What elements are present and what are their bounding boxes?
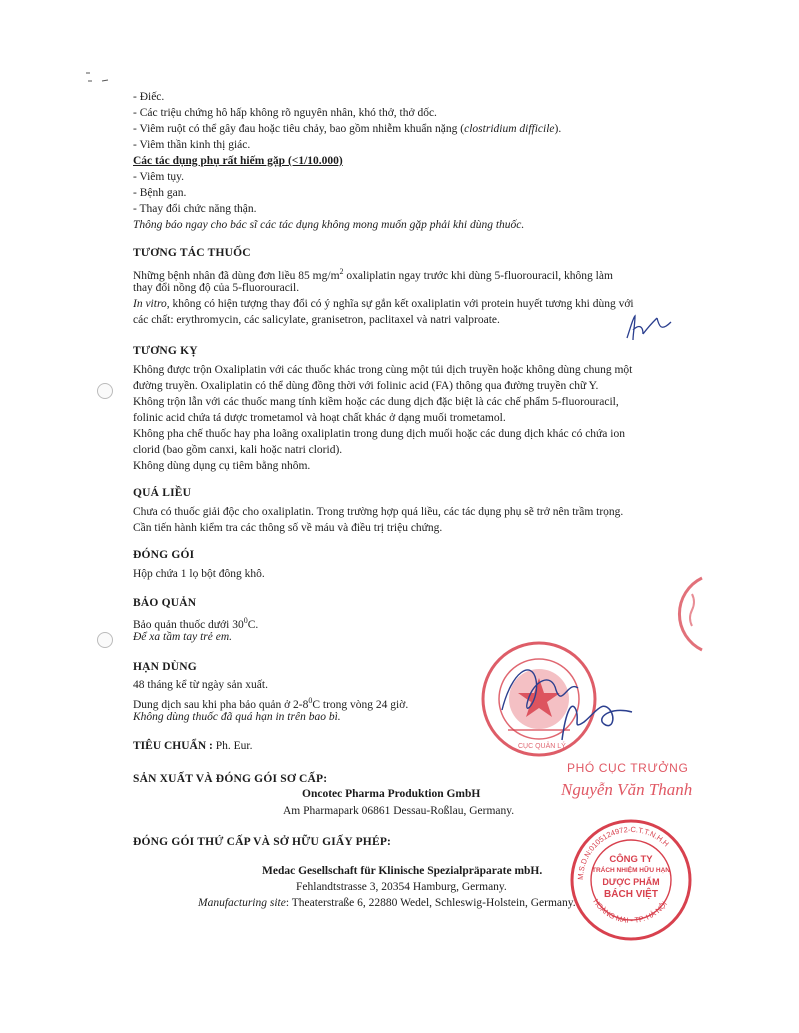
paragraph-line: Không trộn lẫn với các thuốc mang tính kiềm hoặc các dung dịch đặc biệt là các chế phẩm 5-fluorouracil, [133, 396, 619, 408]
secondary-company-name: Medac Gesellschaft für Klinische Spezialpräparate mbH. [262, 865, 543, 877]
seal-bottom-text: HOÀNG MAI - TP. HÀ NỘI [591, 897, 669, 925]
list-item: - Viêm thần kinh thị giác. [133, 139, 251, 151]
paragraph-line: Không pha chế thuốc hay pha loãng oxaliplatin trong dung dịch muối hoặc các dung dịch khác có chứa ion [133, 428, 625, 440]
punch-hole [97, 383, 113, 399]
secondary-address: Fehlandtstrasse 3, 20354 Hamburg, Germany. [296, 881, 507, 893]
manufacturing-site: Manufacturing site: Theaterstraße 6, 22880 Wedel, Schleswig-Holstein, Germany. [198, 897, 576, 909]
standard-line: TIÊU CHUẨN : Ph. Eur. [133, 740, 253, 752]
paragraph-line: thay đổi nồng độ của 5-fluorouracil. [133, 282, 300, 294]
paragraph-line: Cần tiến hành kiểm tra các thông số về máu và điều trị triệu chứng. [133, 522, 443, 534]
list-item: - Bệnh gan. [133, 187, 187, 199]
list-item: - Viêm tụy. [133, 171, 185, 183]
paragraph-line: Không dùng dụng cụ tiêm bằng nhôm. [133, 460, 311, 472]
seal-ring-text: M.S.D.N:0105124972-C.T.T.N.H.H [575, 824, 671, 881]
official-title: PHÓ CỤC TRƯỞNG [567, 761, 689, 775]
paragraph-line: Những bệnh nhân đã dùng đơn liều 85 $mg/m^2$ oxaliplatin ngay trước khi dùng 5-fluorouracil, không làm [133, 267, 613, 282]
paragraph-line: In vitro, không có hiện tượng thay đổi có ý nghĩa sự gắn kết oxaliplatin với protein huyết tương khi dùng với [133, 298, 634, 310]
packaging-heading: ĐÓNG GÓI [133, 549, 195, 561]
manufacturer-name: Oncotec Pharma Produktion GmbH [302, 788, 481, 800]
manufacturer-address: Am Pharmapark 06861 Dessau-Roßlau, Germany. [283, 805, 515, 817]
overdose-heading: QUÁ LIỀU [133, 487, 192, 499]
incompatibilities-heading: TƯƠNG KỴ [133, 345, 198, 357]
interactions-heading: TƯƠNG TÁC THUỐC [133, 247, 251, 259]
secondary-heading: ĐÓNG GÓI THỨ CẤP VÀ SỞ HỮU GIẤY PHÉP: [133, 836, 392, 848]
storage-heading: BẢO QUẢN [133, 597, 197, 609]
list-item: - Viêm ruột có thể gây đau hoặc tiêu chảy, bao gồm nhiễm khuẩn nặng (clostridium difficile). [133, 123, 562, 135]
paragraph-line: Chưa có thuốc giải độc cho oxaliplatin. Trong trường hợp quá liều, các tác dụng phụ sẽ trở nên trầm trọng. [133, 506, 624, 518]
list-item: - Các triệu chứng hô hấp không rõ nguyên nhân, khó thở, thở dốc. [133, 107, 437, 119]
seal-line: CÔNG TY [609, 854, 653, 865]
paragraph-line: Bảo quản thuốc dưới $30^0C$. [133, 616, 259, 631]
seal-line: TRÁCH NHIỆM HỮU HẠN [592, 867, 670, 874]
paragraph-line: Để xa tầm tay trẻ em. [133, 631, 232, 643]
list-item: - Thay đổi chức năng thận. [133, 203, 257, 215]
punch-hole [97, 632, 113, 648]
company-seal [569, 818, 693, 942]
notify-note: Thông báo ngay cho bác sĩ các tác dụng không mong muốn gặp phải khi dùng thuốc. [133, 219, 525, 231]
paragraph-line: Không được trộn Oxaliplatin với các thuốc khác trong cùng một túi dịch truyền hoặc không dùng chung một [133, 364, 633, 376]
paragraph-line: đường truyền. Oxaliplatin có thể dùng đồng thời với folinic acid (FA) thông qua đường truyền chữ Y. [133, 380, 599, 392]
signature [492, 650, 642, 750]
edge-stamp [676, 574, 704, 654]
scan-mark [84, 70, 128, 84]
rare-effects-heading: Các tác dụng phụ rất hiếm gặp (<1/10.000) [133, 155, 343, 167]
paragraph-line: Dung dịch sau khi pha bảo quản ở $2-8^0C$ trong vòng 24 giờ. [133, 696, 409, 711]
seal-line: DƯỢC PHẨM [602, 877, 660, 887]
shelf-life-heading: HẠN DÙNG [133, 661, 197, 673]
manufacturer-heading: SẢN XUẤT VÀ ĐÓNG GÓI SƠ CẤP: [133, 773, 328, 785]
paragraph-line: folinic acid chứa tá dược trometamol và hoạt chất khác ở dạng muối trometamol. [133, 412, 506, 424]
official-name: Nguyễn Văn Thanh [561, 780, 693, 799]
paragraph-line: Hộp chứa 1 lọ bột đông khô. [133, 568, 265, 580]
initials-signature [623, 312, 675, 344]
svg-text:CỤC QUẢN LÝ: CỤC QUẢN LÝ [518, 743, 566, 750]
paragraph-line: 48 tháng kể từ ngày sản xuất. [133, 679, 268, 691]
list-item: - Điếc. [133, 91, 165, 103]
paragraph-line: các chất: erythromycin, các salicylate, granisetron, paclitaxel và natri valproate. [133, 314, 500, 326]
paragraph-line: Không dùng thuốc đã quá hạn in trên bao bì. [133, 711, 341, 723]
seal-line: BÁCH VIỆT [604, 889, 658, 900]
svg-text:HOÀNG MAI - TP. HÀ NỘI [591, 897, 669, 925]
paragraph-line: clorid (bao gồm canxi, kali hoặc natri clorid). [133, 444, 343, 456]
